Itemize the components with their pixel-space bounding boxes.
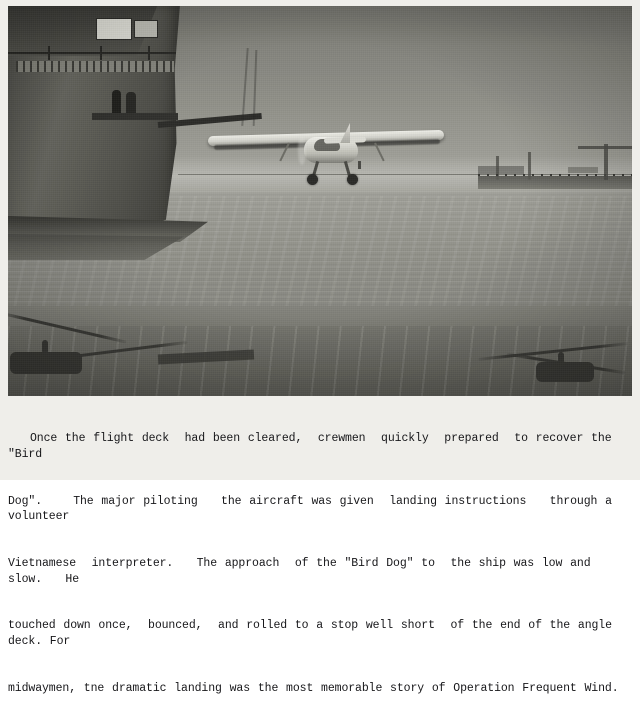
caption-line: Dog". The major piloting the aircraft was given landing instructions through a volunteer	[8, 494, 620, 524]
deck-crane	[604, 144, 608, 180]
crewman-silhouette	[126, 92, 136, 114]
deck-helicopter-left	[8, 306, 238, 376]
island-railing-vertical	[148, 46, 150, 60]
photograph	[8, 6, 632, 396]
deck-crane-arm	[578, 146, 632, 149]
catwalk-platform	[92, 113, 178, 120]
island-catwalk	[16, 61, 174, 72]
helicopter-rotor-mast	[558, 352, 564, 364]
island-railing-vertical	[100, 46, 102, 60]
distant-ship-silhouette	[478, 166, 524, 174]
helicopter-rotor-blade	[8, 311, 127, 343]
helicopter-fuselage	[10, 352, 82, 374]
caption-line: midwaymen, tne dramatic landing was the most memorable story of Operation Frequent Wind.	[8, 681, 619, 695]
aircraft-main-wheel	[307, 174, 318, 185]
deck-edge-platform	[478, 176, 632, 189]
photo-caption	[8, 400, 632, 695]
deck-railing	[478, 174, 632, 176]
cessna-o-1-bird-dog-aircraft	[208, 111, 448, 206]
deck-helicopter-right	[478, 334, 632, 396]
caption-line: Once the flight deck had been cleared, crewmen quickly prepared to recover the "Bird	[8, 432, 620, 461]
island-railing	[8, 52, 176, 54]
bridge-window	[134, 20, 158, 38]
aircraft-tailwheel-strut	[358, 161, 361, 169]
caption-line: Vietnamese interpreter. The approach of the "Bird Dog" to the ship was low and slow. He	[8, 556, 599, 586]
bridge-window	[96, 18, 132, 40]
caption-line: touched down once, bounced, and rolled to a stop well short of the end of the angle deck. For	[8, 619, 620, 648]
helicopter-fuselage	[536, 362, 594, 382]
aircraft-propeller	[298, 135, 306, 165]
crewman-silhouette	[112, 90, 121, 114]
aircraft-main-wheel	[347, 174, 358, 185]
helicopter-rotor-blade	[478, 342, 627, 361]
helicopter-rotor-mast	[42, 340, 48, 354]
distant-ship-silhouette	[568, 167, 598, 173]
island-railing-vertical	[48, 46, 50, 60]
